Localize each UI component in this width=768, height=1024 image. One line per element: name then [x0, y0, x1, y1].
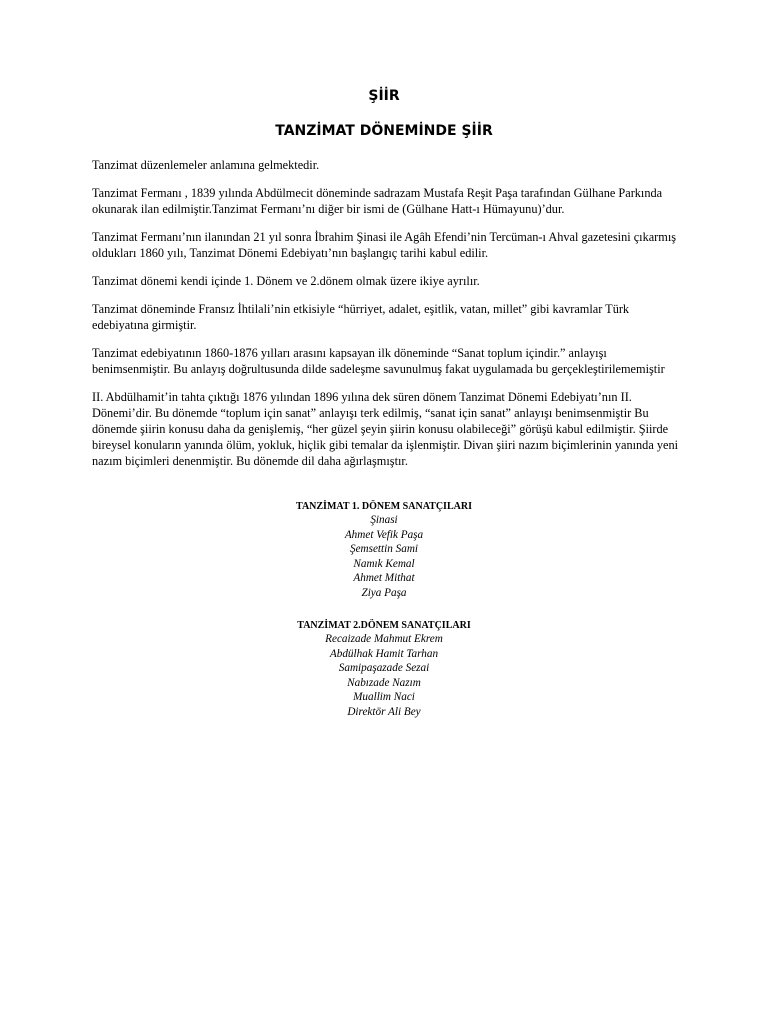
paragraph-start-date: Tanzimat Fermanı’nın ilanından 21 yıl sonra İbrahim Şinasi ile Agâh Efendi’nin Tercüman-ı Ahval gazetesini çıkarmış oldukları 1860 yılı, Tanzimat Dönemi Edebiyatı’nın başlangıç tarihi kabul edilir. — [92, 230, 677, 260]
artist-item: Direktör Ali Bey — [347, 705, 421, 718]
artist-item: Nabızade Nazım — [347, 676, 421, 689]
second-period-heading: TANZİMAT 2.DÖNEM SANATÇILARI — [297, 620, 471, 631]
artist-item: Muallim Naci — [353, 691, 415, 704]
artist-item: Samipaşazade Sezai — [338, 662, 430, 675]
paragraph-first-period: Tanzimat edebiyatının 1860-1876 yılları arasını kapsayan ilk döneminde “Sanat toplum içindir.” anlayışı benimsenmiştir. Bu anlayış doğrultusunda dilde sadeleşme savunulmuş fakat uygulamada bu gerçekleştirilememiştir — [92, 346, 665, 376]
paragraph-ferman: Tanzimat Fermanı , 1839 yılında Abdülmecit döneminde sadrazam Mustafa Reşit Paşa tarafından Gülhane Parkında okunarak ilan edilmiştir.Tanzimat Fermanı’nı diğer bir ismi de (Gülhane Hatt-ı Hümayunu)’dur. — [92, 186, 663, 216]
artist-item: Şemsettin Sami — [349, 543, 419, 556]
paragraph-second-period: II. Abdülhamit’in tahta çıktığı 1876 yılından 1896 yılına dek süren dönem Tanzimat Dönemi Edebiyatı’nın II. Dönemi’dir. Bu dönemde “toplum için sanat” anlayışı terk edilmiş, “sanat için sanat” anlayışı benimsenmiştir Bu dönemde şiirin konusu daha da genişlemiş, “her güzel şeyin şiirin konusu olabileceği” görüşü kabul edilmiştir. Şiirde bireysel konuların yanında ölüm, yokluk, hiçlik gibi temalar da işlenmiştir. Divan şiiri nazım biçimlerinin yanında yeni nazım biçimleri denenmiştir. Bu dönemde dil daha ağırlaşmıştır. — [92, 390, 679, 468]
first-period-artist-list — [0, 513, 768, 601]
artist-item: Namık Kemal — [353, 557, 415, 570]
page-subtitle: TANZİMAT DÖNEMİNDE ŞİİR — [275, 123, 493, 139]
artist-item: Şinasi — [370, 514, 398, 526]
paragraph-periods: Tanzimat dönemi kendi içinde 1. Dönem ve 2.dönem olmak üzere ikiye ayrılır. — [92, 274, 480, 288]
artist-item: Ahmet Mithat — [353, 572, 415, 585]
paragraph-concepts: Tanzimat döneminde Fransız İhtilali’nin etkisiyle “hürriyet, adalet, eşitlik, vatan, millet” gibi kavramlar Türk edebiyatına girmiştir. — [92, 302, 630, 332]
first-period-heading: TANZİMAT 1. DÖNEM SANATÇILARI — [296, 501, 472, 512]
page-title: ŞİİR — [368, 88, 400, 104]
second-period-artists — [0, 619, 768, 720]
first-period-artists — [0, 500, 768, 601]
body-text — [92, 157, 682, 481]
artist-item: Ahmet Vefik Paşa — [344, 528, 424, 541]
artist-item: Abdülhak Hamit Tarhan — [329, 647, 439, 660]
paragraph-definition: Tanzimat düzenlemeler anlamına gelmektedir. — [92, 158, 320, 172]
second-period-artist-list — [0, 632, 768, 720]
artist-item: Ziya Paşa — [361, 586, 407, 599]
artist-item: Recaizade Mahmut Ekrem — [325, 633, 443, 645]
